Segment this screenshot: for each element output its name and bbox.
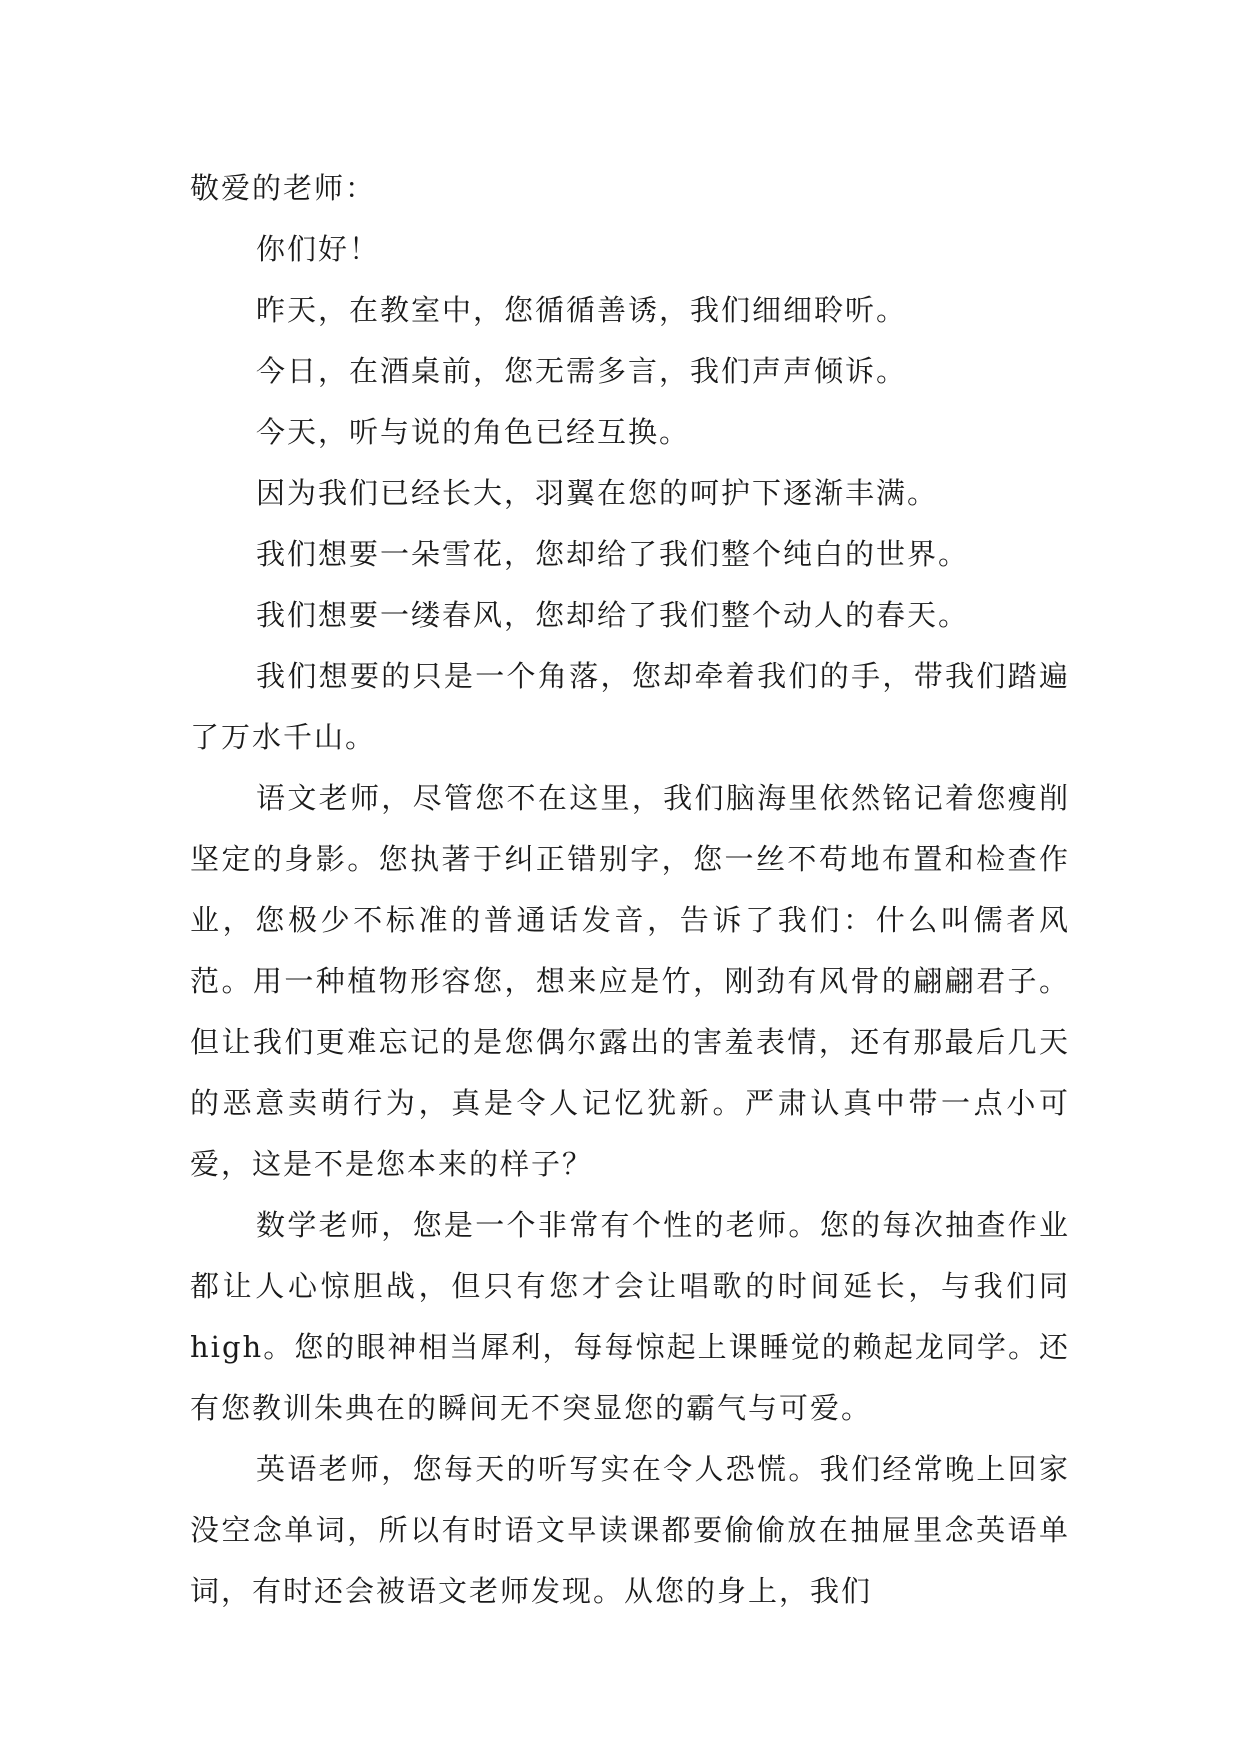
paragraph: 我们想要一朵雪花，您却给了我们整个纯白的世界。 [256, 537, 970, 571]
paragraph-greeting: 你们好！ [256, 232, 381, 266]
paragraph: 我们想要的只是一个角落，您却牵着我们的手，带我们踏遍了万水千山。 [190, 659, 1070, 754]
paragraph-math-teacher: 数学老师，您是一个非常有个性的老师。您的每次抽查作业都让人心惊胆战，但只有您才会让唱歌的时间延长，与我们同 high。您的眼神相当犀利，每每惊起上课睡觉的赖起龙同学。还有您教训朱典在的瞬间无不突显您的霸气与可爱。 [190, 1208, 1070, 1425]
paragraph: 我们想要一缕春风，您却给了我们整个动人的春天。 [256, 598, 970, 632]
paragraph: 今天，听与说的角色已经互换。 [256, 415, 691, 449]
paragraph-chinese-teacher: 语文老师，尽管您不在这里，我们脑海里依然铭记着您瘦削坚定的身影。您执著于纠正错别字，您一丝不苟地布置和检查作业，您极少不标准的普通话发音，告诉了我们：什么叫儒者风范。用一种植物形容您，想来应是竹，刚劲有风骨的翩翩君子。但让我们更难忘记的是您偶尔露出的害羞表情，还有那最后几天的恶意卖萌行为，真是令人记忆犹新。严肃认真中带一点小可爱，这是不是您本来的样子？ [190, 781, 1070, 1181]
salutation: 敬爱的老师： [190, 171, 377, 205]
paragraph: 昨天，在教室中，您循循善诱，我们细细聆听。 [256, 293, 908, 327]
paragraph-english-teacher: 英语老师，您每天的听写实在令人恐慌。我们经常晚上回家没空念单词，所以有时语文早读课都要偷偷放在抽屉里念英语单词，有时还会被语文老师发现。从您的身上，我们 [190, 1452, 1070, 1608]
letter-body [190, 158, 1070, 1622]
paragraph: 今日，在酒桌前，您无需多言，我们声声倾诉。 [256, 354, 908, 388]
paragraph: 因为我们已经长大，羽翼在您的呵护下逐渐丰满。 [256, 476, 939, 510]
